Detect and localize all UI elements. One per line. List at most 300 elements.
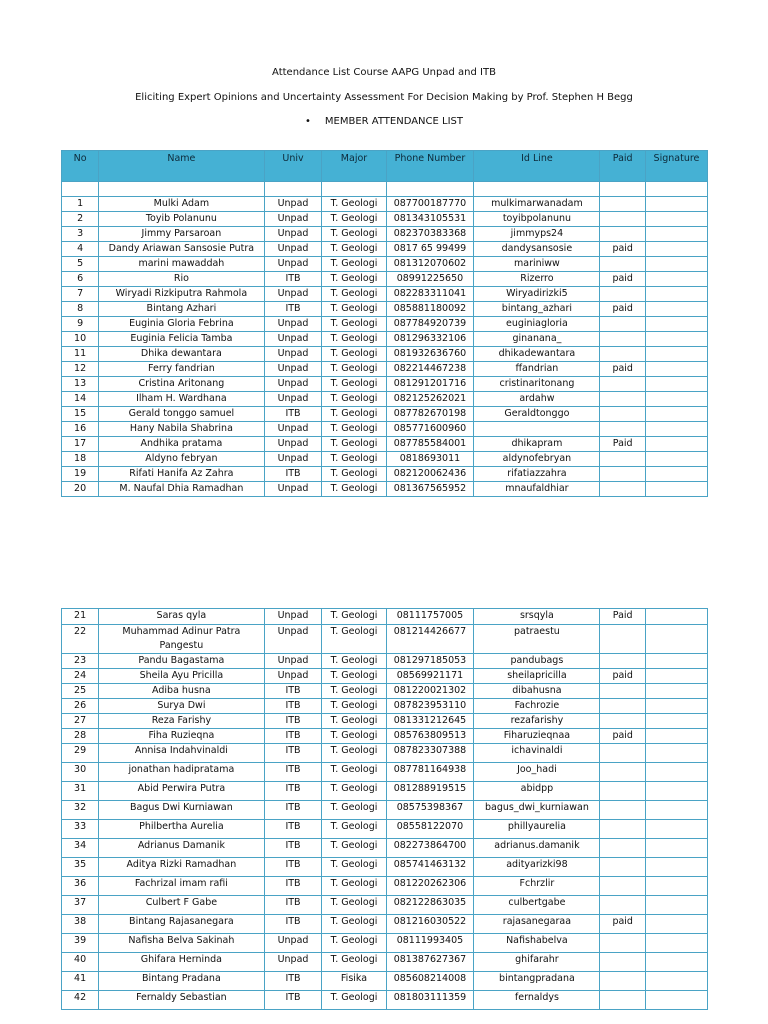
table-row [62,452,708,467]
cell-signature [645,467,707,482]
cell-no: 2 [62,212,99,227]
cell-no: 27 [62,714,99,729]
cell-name: Fiha Ruzieqna [99,729,264,744]
cell-signature [645,392,707,407]
cell-univ: Unpad [264,257,322,272]
cell-no: 39 [62,934,99,953]
cell-major: T. Geologi [322,482,386,497]
cell-phone: 081803111359 [386,991,474,1010]
cell-paid [600,953,645,972]
column-header-id-line: Id Line [474,151,600,182]
table-row [62,317,708,332]
cell-major: T. Geologi [322,669,386,684]
cell-phone: 087781164938 [386,763,474,782]
cell-signature [645,347,707,362]
cell-phone: 082120062436 [386,467,474,482]
table-row [62,858,708,877]
cell-name: Aldyno febryan [99,452,264,467]
cell-signature [645,934,707,953]
cell-name: Fachrizal imam rafii [99,877,264,896]
cell-paid [600,858,645,877]
cell-paid [600,197,645,212]
cell-no: 17 [62,437,99,452]
cell-univ: Unpad [264,625,322,654]
cell-paid [600,839,645,858]
cell-no: 29 [62,744,99,763]
cell-univ: Unpad [264,197,322,212]
table-row [62,699,708,714]
cell-univ: ITB [264,699,322,714]
cell-major: T. Geologi [322,332,386,347]
cell-phone: 081291201716 [386,377,474,392]
cell-name: Bintang Azhari [99,302,264,317]
document-subtitle: Eliciting Expert Opinions and Uncertainty Assessment For Decision Making by Prof. Stephen H Begg [135,92,633,103]
cell-id-line: toyibpolanunu [474,212,600,227]
cell-signature [645,763,707,782]
cell-paid [600,452,645,467]
cell-no: 15 [62,407,99,422]
cell-signature [645,242,707,257]
cell-major: T. Geologi [322,915,386,934]
cell-name: Sheila Ayu Pricilla [99,669,264,684]
cell-no: 7 [62,287,99,302]
cell-id-line: dhikapram [474,437,600,452]
table-row [62,287,708,302]
cell-phone: 082370383368 [386,227,474,242]
cell-univ: ITB [264,972,322,991]
table-row [62,934,708,953]
cell-major: T. Geologi [322,212,386,227]
cell-phone: 08111757005 [386,609,474,625]
cell-signature [645,272,707,287]
cell-major: T. Geologi [322,452,386,467]
cell-id-line: srsqyla [474,609,600,625]
column-header-name: Name [99,151,264,182]
cell-major: T. Geologi [322,467,386,482]
table-row [62,654,708,669]
cell-id-line: mulkimarwanadam [474,197,600,212]
cell-major: T. Geologi [322,392,386,407]
cell-univ: Unpad [264,669,322,684]
cell-paid [600,654,645,669]
cell-no: 38 [62,915,99,934]
cell-phone: 081214426677 [386,625,474,654]
cell-phone: 081288919515 [386,782,474,801]
cell-name: Philbertha Aurelia [99,820,264,839]
cell-name: Ilham H. Wardhana [99,392,264,407]
table-row [62,820,708,839]
cell-phone: 085881180092 [386,302,474,317]
table-row [62,437,708,452]
table-row [62,482,708,497]
cell-univ: Unpad [264,452,322,467]
cell-no: 8 [62,302,99,317]
cell-no: 36 [62,877,99,896]
cell-signature [645,839,707,858]
cell-paid: paid [600,362,645,377]
cell-paid [600,392,645,407]
cell-name: Euginia Felicia Tamba [99,332,264,347]
cell-major: T. Geologi [322,991,386,1010]
cell-signature [645,744,707,763]
table-row [62,729,708,744]
table-row [62,839,708,858]
cell-name: Cristina Aritonang [99,377,264,392]
table-row [62,467,708,482]
cell-no: 31 [62,782,99,801]
cell-signature [645,257,707,272]
cell-paid [600,763,645,782]
cell-univ: ITB [264,896,322,915]
cell-id-line: mnaufaldhiar [474,482,600,497]
cell-major: T. Geologi [322,744,386,763]
cell-phone: 085741463132 [386,858,474,877]
cell-paid: Paid [600,609,645,625]
cell-paid [600,467,645,482]
cell-paid: paid [600,302,645,317]
cell-phone: 08111993405 [386,934,474,953]
cell-major: T. Geologi [322,422,386,437]
table-row [62,212,708,227]
cell-no: 40 [62,953,99,972]
cell-major: T. Geologi [322,317,386,332]
cell-id-line: dandysansosie [474,242,600,257]
cell-id-line: Fiharuzieqnaa [474,729,600,744]
cell-name: Adrianus Damanik [99,839,264,858]
cell-no: 41 [62,972,99,991]
cell-phone: 081387627367 [386,953,474,972]
cell-univ: Unpad [264,212,322,227]
cell-name: Annisa Indahvinaldi [99,744,264,763]
cell-paid [600,801,645,820]
cell-no: 35 [62,858,99,877]
column-header-univ: Univ [264,151,322,182]
cell-signature [645,212,707,227]
cell-no: 10 [62,332,99,347]
table-row [62,896,708,915]
cell-phone: 087785584001 [386,437,474,452]
cell-signature [645,609,707,625]
cell-major: T. Geologi [322,763,386,782]
cell-name: Toyib Polanunu [99,212,264,227]
cell-major: T. Geologi [322,197,386,212]
cell-no: 18 [62,452,99,467]
cell-signature [645,197,707,212]
cell-phone: 082273864700 [386,839,474,858]
cell-no: 19 [62,467,99,482]
cell-paid [600,699,645,714]
cell-paid: paid [600,669,645,684]
cell-phone: 081312070602 [386,257,474,272]
cell-phone: 081367565952 [386,482,474,497]
table-row [62,272,708,287]
table-row [62,609,708,625]
column-header-phone: Phone Number [386,151,474,182]
cell-name: Ferry fandrian [99,362,264,377]
cell-univ: ITB [264,272,322,287]
cell-univ: ITB [264,858,322,877]
cell-major: T. Geologi [322,347,386,362]
cell-id-line: dibahusna [474,684,600,699]
cell-id-line: sheilapricilla [474,669,600,684]
cell-signature [645,317,707,332]
cell-no: 26 [62,699,99,714]
cell-phone: 08575398367 [386,801,474,820]
cell-paid [600,332,645,347]
table-row [62,763,708,782]
cell-univ: Unpad [264,227,322,242]
cell-paid [600,991,645,1010]
cell-major: T. Geologi [322,801,386,820]
cell-paid: Paid [600,437,645,452]
cell-no: 9 [62,317,99,332]
cell-id-line: patraestu [474,625,600,654]
table-row [62,392,708,407]
cell-id-line: Joo_hadi [474,763,600,782]
cell-no: 24 [62,669,99,684]
cell-univ: Unpad [264,437,322,452]
cell-phone: 08558122070 [386,820,474,839]
cell-id-line: mariniww [474,257,600,272]
cell-signature [645,782,707,801]
cell-phone: 081331212645 [386,714,474,729]
cell-no: 34 [62,839,99,858]
cell-univ: Unpad [264,482,322,497]
cell-name: Reza Farishy [99,714,264,729]
cell-univ: ITB [264,684,322,699]
cell-name: Rio [99,272,264,287]
attendance-table-1 [61,150,708,497]
cell-no: 13 [62,377,99,392]
cell-name: Bagus Dwi Kurniawan [99,801,264,820]
cell-signature [645,654,707,669]
cell-id-line: Nafishabelva [474,934,600,953]
cell-no: 22 [62,625,99,654]
cell-phone: 081343105531 [386,212,474,227]
cell-major: T. Geologi [322,654,386,669]
cell-id-line: Fchrzlir [474,877,600,896]
cell-id-line: cristinaritonang [474,377,600,392]
cell-name: Rifati Hanifa Az Zahra [99,467,264,482]
cell-id-line: Rizerro [474,272,600,287]
cell-major: T. Geologi [322,257,386,272]
cell-phone: 087784920739 [386,317,474,332]
cell-id-line: bintang_azhari [474,302,600,317]
cell-univ: Unpad [264,317,322,332]
cell-name: Muhammad Adinur Patra Pangestu [99,625,264,654]
cell-signature [645,684,707,699]
cell-major: T. Geologi [322,934,386,953]
cell-major: T. Geologi [322,729,386,744]
cell-univ: ITB [264,877,322,896]
attendance-table-2 [61,608,708,1010]
cell-name: Surya Dwi [99,699,264,714]
cell-name: Euginia Gloria Febrina [99,317,264,332]
cell-paid [600,422,645,437]
cell-phone: 087823307388 [386,744,474,763]
cell-univ: Unpad [264,392,322,407]
cell-signature [645,227,707,242]
cell-id-line: phillyaurelia [474,820,600,839]
cell-name: Wiryadi Rizkiputra Rahmola [99,287,264,302]
cell-univ: Unpad [264,934,322,953]
cell-major: T. Geologi [322,362,386,377]
cell-phone: 081220262306 [386,877,474,896]
table-row [62,625,708,654]
cell-name: Abid Perwira Putra [99,782,264,801]
cell-signature [645,729,707,744]
cell-major: T. Geologi [322,287,386,302]
cell-major: T. Geologi [322,714,386,729]
cell-phone: 082283311041 [386,287,474,302]
cell-univ: Unpad [264,609,322,625]
table-row [62,953,708,972]
column-header-major: Major [322,151,386,182]
table-row [62,684,708,699]
cell-paid: paid [600,242,645,257]
cell-id-line: ghifarahr [474,953,600,972]
cell-paid: paid [600,729,645,744]
cell-id-line: Geraldtonggo [474,407,600,422]
cell-signature [645,287,707,302]
cell-name: Dhika dewantara [99,347,264,362]
table-row [62,197,708,212]
cell-univ: Unpad [264,422,322,437]
cell-signature [645,669,707,684]
cell-signature [645,407,707,422]
cell-paid: paid [600,915,645,934]
cell-signature [645,991,707,1010]
cell-no: 5 [62,257,99,272]
cell-id-line: euginiagloria [474,317,600,332]
cell-no: 33 [62,820,99,839]
cell-phone: 085771600960 [386,422,474,437]
cell-major: T. Geologi [322,302,386,317]
cell-univ: Unpad [264,242,322,257]
cell-id-line: rifatiazzahra [474,467,600,482]
cell-name: Ghifara Herninda [99,953,264,972]
table-row [62,714,708,729]
cell-univ: ITB [264,801,322,820]
cell-phone: 082122863035 [386,896,474,915]
cell-signature [645,858,707,877]
cell-no: 6 [62,272,99,287]
cell-major: T. Geologi [322,227,386,242]
cell-univ: ITB [264,302,322,317]
table-row [62,669,708,684]
cell-id-line: ardahw [474,392,600,407]
cell-major: T. Geologi [322,684,386,699]
cell-no: 20 [62,482,99,497]
cell-name: Bintang Pradana [99,972,264,991]
cell-univ: ITB [264,729,322,744]
cell-signature [645,302,707,317]
cell-no: 23 [62,654,99,669]
cell-signature [645,482,707,497]
cell-signature [645,953,707,972]
cell-name: Saras qyla [99,609,264,625]
document-title: Attendance List Course AAPG Unpad and ITB [272,67,496,78]
cell-paid [600,972,645,991]
cell-phone: 08569921171 [386,669,474,684]
cell-univ: ITB [264,839,322,858]
cell-no: 21 [62,609,99,625]
cell-phone: 0817 65 99499 [386,242,474,257]
cell-id-line: fernaldys [474,991,600,1010]
cell-name: Culbert F Gabe [99,896,264,915]
cell-name: Fernaldy Sebastian [99,991,264,1010]
cell-major: T. Geologi [322,953,386,972]
cell-univ: Unpad [264,332,322,347]
table-row [62,991,708,1010]
cell-univ: ITB [264,991,322,1010]
cell-no: 32 [62,801,99,820]
cell-signature [645,915,707,934]
cell-phone: 081297185053 [386,654,474,669]
cell-no: 12 [62,362,99,377]
cell-phone: 087823953110 [386,699,474,714]
cell-name: Dandy Ariawan Sansosie Putra [99,242,264,257]
cell-name: Bintang Rajasanegara [99,915,264,934]
table-row [62,744,708,763]
column-header-signature: Signature [645,151,707,182]
cell-name: marini mawaddah [99,257,264,272]
cell-phone: 082214467238 [386,362,474,377]
table-row [62,877,708,896]
table-header-row [62,151,708,182]
cell-major: T. Geologi [322,839,386,858]
table-row [62,362,708,377]
cell-id-line: adrianus.damanik [474,839,600,858]
cell-univ: Unpad [264,953,322,972]
cell-name: jonathan hadipratama [99,763,264,782]
cell-phone: 081220021302 [386,684,474,699]
cell-paid [600,317,645,332]
table-row [62,801,708,820]
section-heading [0,116,768,127]
table-row [62,782,708,801]
cell-paid [600,625,645,654]
cell-univ: Unpad [264,347,322,362]
cell-major: T. Geologi [322,407,386,422]
cell-name: Nafisha Belva Sakinah [99,934,264,953]
cell-name: Hany Nabila Shabrina [99,422,264,437]
cell-no: 37 [62,896,99,915]
cell-phone: 081296332106 [386,332,474,347]
cell-id-line: rezafarishy [474,714,600,729]
cell-signature [645,820,707,839]
cell-univ: ITB [264,744,322,763]
cell-univ: ITB [264,467,322,482]
cell-phone: 081932636760 [386,347,474,362]
cell-signature [645,972,707,991]
cell-id-line: Wiryadirizki5 [474,287,600,302]
cell-signature [645,332,707,347]
cell-signature [645,699,707,714]
cell-paid [600,896,645,915]
cell-phone: 085608214008 [386,972,474,991]
cell-id-line: rajasanegaraa [474,915,600,934]
table-row [62,407,708,422]
cell-id-line: abidpp [474,782,600,801]
cell-major: T. Geologi [322,782,386,801]
cell-phone: 08991225650 [386,272,474,287]
cell-phone: 081216030522 [386,915,474,934]
table-row [62,915,708,934]
cell-paid [600,714,645,729]
cell-paid [600,287,645,302]
bullet-icon: • [305,116,311,127]
